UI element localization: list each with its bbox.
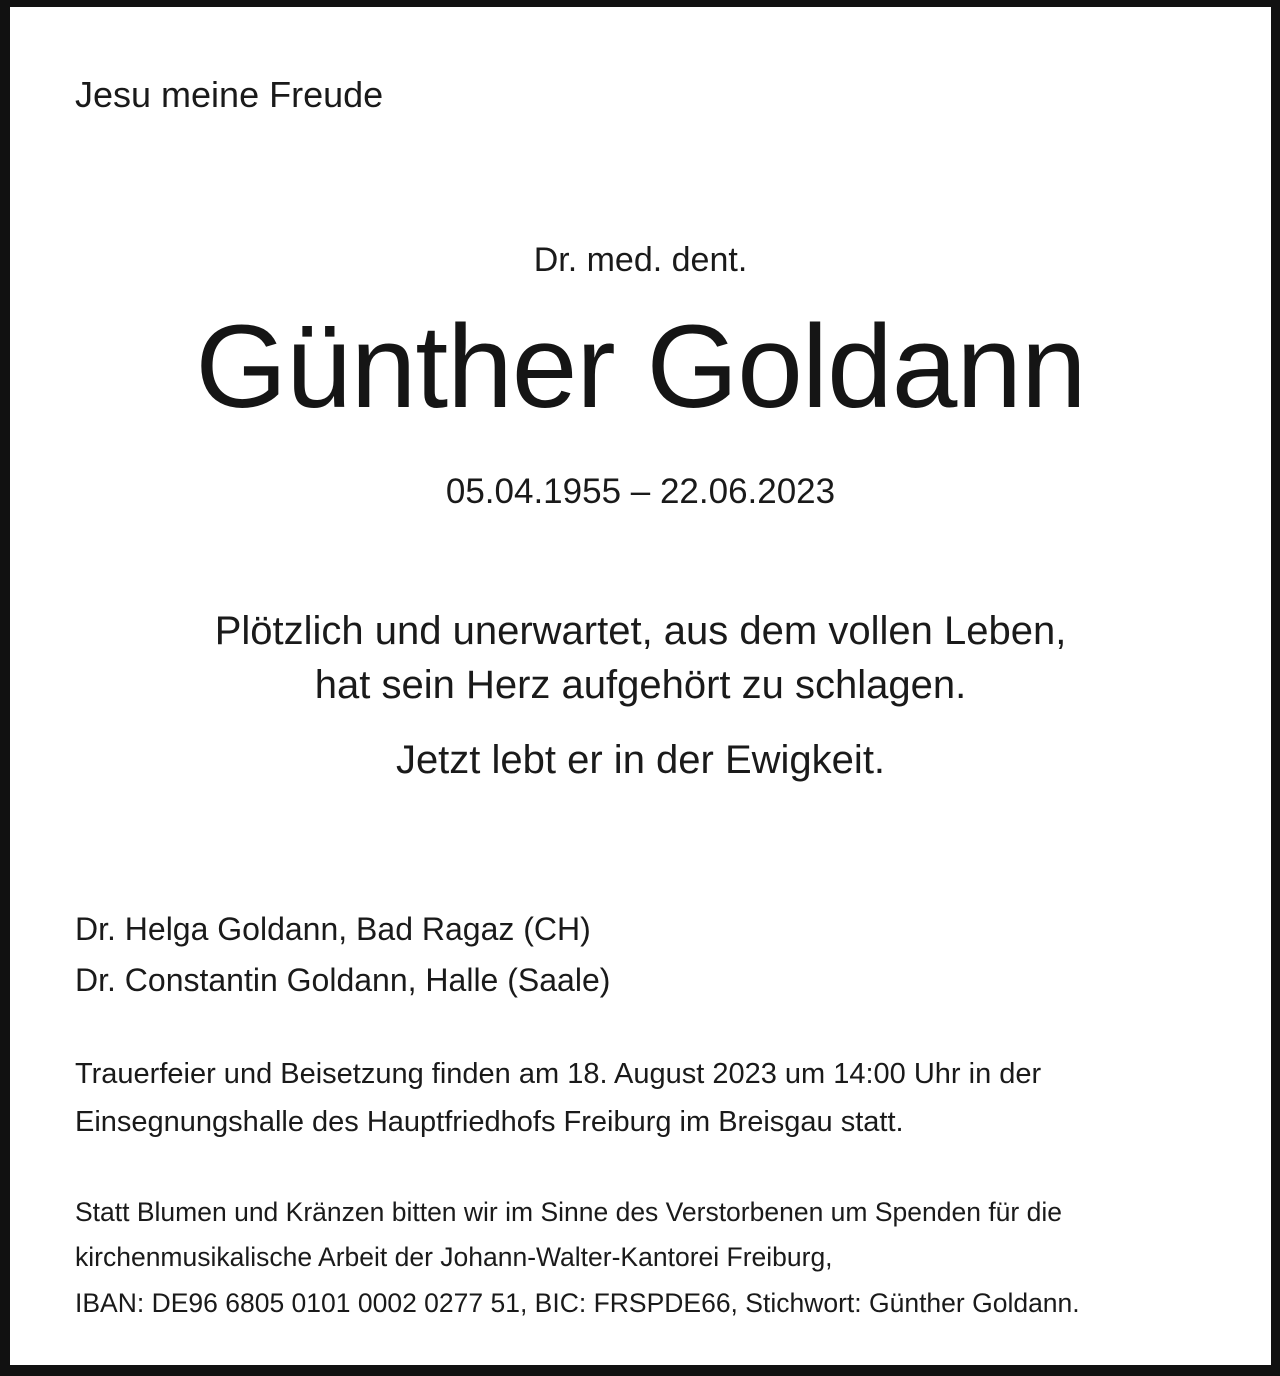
verse-line-2: hat sein Herz aufgehört zu schlagen. xyxy=(314,663,967,707)
verse-line-3: Jetzt lebt er in der Ewigkeit. xyxy=(395,738,886,782)
motto: Jesu meine Freude xyxy=(75,74,384,115)
donation-line-2: kirchenmusikalische Arbeit der Johann-Walter-Kantorei Freiburg, xyxy=(75,1242,833,1272)
ceremony-line-2: Einsegnungshalle des Hauptfriedhofs Freiburg im Breisgau statt. xyxy=(75,1106,904,1138)
donation-line-1: Statt Blumen und Kränzen bitten wir im Sinne des Verstorbenen um Spenden für die xyxy=(75,1197,1062,1227)
deceased-name: Günther Goldann xyxy=(195,301,1086,433)
academic-title: Dr. med. dent. xyxy=(533,241,748,279)
ceremony-line-1: Trauerfeier und Beisetzung finden am 18. August 2023 um 14:00 Uhr in der xyxy=(75,1058,1042,1090)
donation-line-3: IBAN: DE96 6805 0101 0002 0277 51, BIC: FRSPDE66, Stichwort: Günther Goldann. xyxy=(75,1288,1080,1318)
life-dates: 05.04.1955 – 22.06.2023 xyxy=(445,472,836,511)
mourner-1: Dr. Helga Goldann, Bad Ragaz (CH) xyxy=(75,911,591,947)
verse-line-1: Plötzlich und unerwartet, aus dem vollen Leben, xyxy=(214,609,1067,653)
mourner-2: Dr. Constantin Goldann, Halle (Saale) xyxy=(75,962,611,998)
